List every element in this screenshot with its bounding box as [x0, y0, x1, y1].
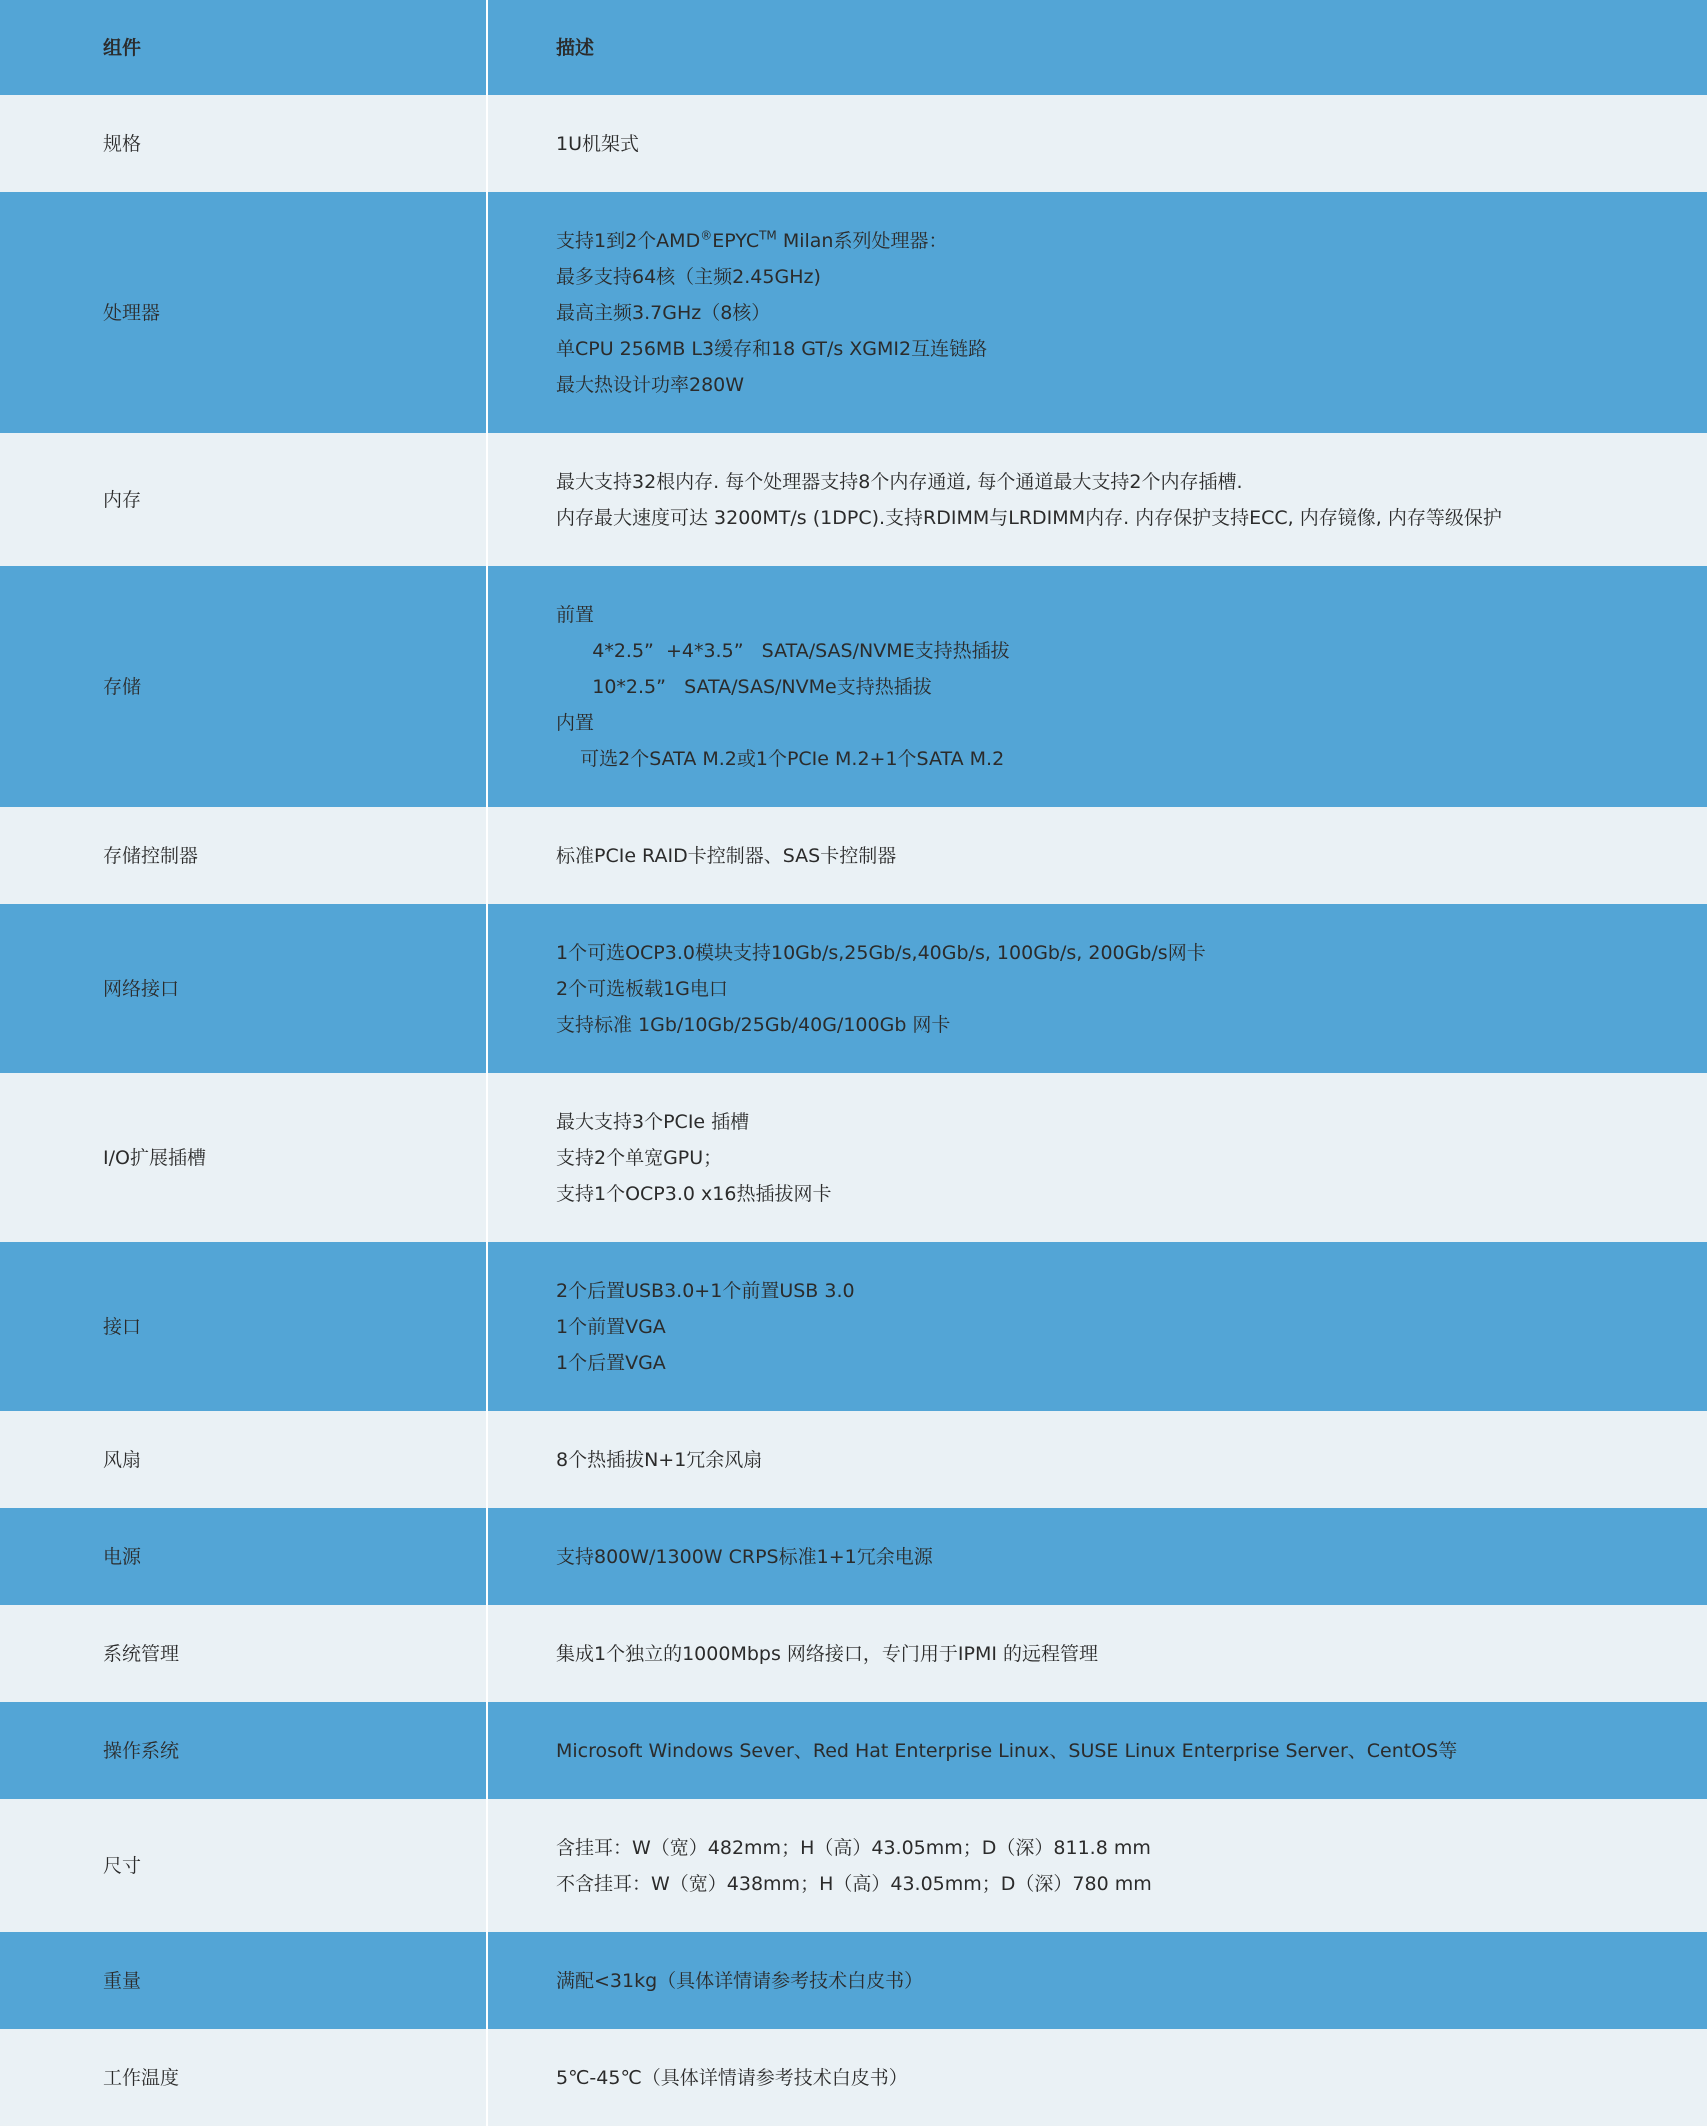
desc-line: 前置 [556, 603, 595, 626]
row-description [487, 192, 1707, 433]
desc-line: 不含挂耳：W（宽）438mm；H（高）43.05mm；D（深）780 mm [556, 1872, 1152, 1895]
desc-line: 5℃-45℃（具体详情请参考技术白皮书） [556, 2066, 908, 2089]
row-description [487, 807, 1707, 904]
desc-line: 最大支持3个PCIe 插槽 [556, 1110, 750, 1133]
table-row [0, 1702, 1707, 1799]
row-description [487, 1799, 1707, 1932]
desc-line: 支持800W/1300W CRPS标准1+1冗余电源 [556, 1545, 933, 1568]
table-row [0, 433, 1707, 566]
row-label: 重量 [103, 1969, 142, 1992]
row-label: 存储控制器 [103, 844, 199, 867]
desc-line: 内存最大速度可达 3200MT/s (1DPC).支持RDIMM与LRDIMM内存. 内存保护支持ECC, 内存镜像, 内存等级保护 [556, 506, 1502, 529]
desc-line: 单CPU 256MB L3缓存和18 GT/s XGMI2互连链路 [556, 337, 988, 360]
desc-line: 集成1个独立的1000Mbps 网络接口，专门用于IPMI 的远程管理 [556, 1642, 1098, 1665]
header-component: 组件 [103, 36, 142, 59]
registered-mark: ® [700, 228, 713, 243]
desc-line: 最大支持32根内存. 每个处理器支持8个内存通道, 每个通道最大支持2个内存插槽. [556, 470, 1243, 493]
desc-line: 1U机架式 [556, 132, 639, 155]
desc-line: 标准PCIe RAID卡控制器、SAS卡控制器 [556, 844, 897, 867]
row-label: 处理器 [103, 301, 161, 324]
header-description: 描述 [487, 0, 1707, 95]
desc-line: 1个前置VGA [556, 1315, 666, 1338]
row-label: 电源 [103, 1545, 142, 1568]
row-description [487, 95, 1707, 192]
desc-line: 最高主频3.7GHz（8核） [556, 301, 771, 324]
desc-line: 最大热设计功率280W [556, 373, 745, 396]
table-row [0, 95, 1707, 192]
table-row [0, 807, 1707, 904]
desc-line: 2个后置USB3.0+1个前置USB 3.0 [556, 1279, 855, 1302]
row-description [487, 904, 1707, 1073]
table-row [0, 1605, 1707, 1702]
desc-line: 2个可选板载1G电口 [556, 977, 728, 1000]
desc-line: 可选2个SATA M.2或1个PCIe M.2+1个SATA M.2 [556, 747, 1005, 770]
row-description [487, 1411, 1707, 1508]
row-description [487, 1073, 1707, 1242]
row-description [487, 1508, 1707, 1605]
row-description [487, 1702, 1707, 1799]
trademark-mark: TM [759, 228, 777, 243]
desc-line: 1个后置VGA [556, 1351, 666, 1374]
row-description [487, 433, 1707, 566]
desc-line: 支持1个OCP3.0 x16热插拔网卡 [556, 1182, 832, 1205]
table-row [0, 192, 1707, 433]
desc-line: 4*2.5” +4*3.5” SATA/SAS/NVME支持热插拔 [556, 639, 1010, 662]
desc-line: 满配<31kg（具体详情请参考技术白皮书） [556, 1969, 924, 1992]
table-row [0, 1411, 1707, 1508]
desc-line: 支持标准 1Gb/10Gb/25Gb/40G/100Gb 网卡 [556, 1013, 951, 1036]
desc-line: 10*2.5” SATA/SAS/NVMe支持热插拔 [556, 675, 932, 698]
desc-line: 8个热插拔N+1冗余风扇 [556, 1448, 763, 1471]
row-label: 内存 [103, 488, 142, 511]
desc-line: 支持1到2个AMD®EPYC™ Milan系列处理器： [556, 228, 948, 252]
row-description [487, 566, 1707, 807]
row-label: 规格 [103, 132, 142, 155]
row-label: I/O扩展插槽 [103, 1146, 206, 1169]
row-label: 存储 [103, 675, 142, 698]
desc-line: 最多支持64核（主频2.45GHz) [556, 265, 821, 288]
desc-line: Microsoft Windows Sever、Red Hat Enterprise Linux、SUSE Linux Enterprise Server、CentOS等 [556, 1739, 1458, 1762]
desc-line: 支持2个单宽GPU； [556, 1146, 723, 1169]
row-label: 工作温度 [103, 2066, 180, 2089]
table-row [0, 1242, 1707, 1411]
table-header-row [0, 0, 1707, 95]
table-row [0, 1073, 1707, 1242]
table-row [0, 1508, 1707, 1605]
row-label: 网络接口 [103, 977, 180, 1000]
table-row [0, 904, 1707, 1073]
row-label: 接口 [103, 1315, 142, 1338]
table-row [0, 2029, 1707, 2126]
row-description [487, 2029, 1707, 2126]
table-row [0, 566, 1707, 807]
row-label: 操作系统 [103, 1739, 180, 1762]
row-label: 尺寸 [103, 1854, 142, 1877]
row-label: 系统管理 [103, 1642, 180, 1665]
desc-line: 内置 [556, 711, 595, 734]
table-row [0, 1932, 1707, 2029]
table-row [0, 1799, 1707, 1932]
row-description [487, 1932, 1707, 2029]
desc-line: 1个可选OCP3.0模块支持10Gb/s,25Gb/s,40Gb/s, 100Gb/s, 200Gb/s网卡 [556, 941, 1206, 964]
desc-line: 含挂耳：W（宽）482mm；H（高）43.05mm；D（深）811.8 mm [556, 1836, 1151, 1859]
row-label: 风扇 [103, 1448, 142, 1471]
row-description [487, 1242, 1707, 1411]
row-description [487, 1605, 1707, 1702]
